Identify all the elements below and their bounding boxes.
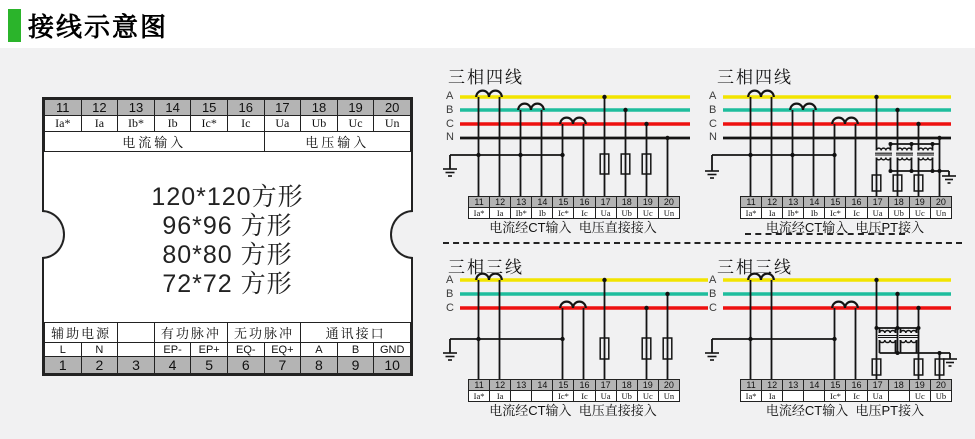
diagram-3p4w-pt [703, 59, 975, 237]
diagram-caption: 电流经CT输入 电压直接接入 [489, 403, 657, 418]
terminal-label: Uc [638, 391, 659, 401]
terminal-number: 16 [574, 380, 595, 390]
green-accent-bar [8, 9, 21, 42]
phase-label: A [446, 273, 454, 286]
phase-label: B [709, 104, 717, 117]
diagram-3p3w-pt [703, 249, 975, 421]
terminal-label: EP- [154, 343, 191, 357]
terminal-number: 20 [663, 380, 674, 390]
case-size-list [44, 183, 411, 299]
terminal-label: Ua [868, 208, 889, 218]
group-current-input: 电流输入 [45, 132, 265, 152]
diagram-title: 三相三线 [717, 258, 793, 277]
terminal-number: 13 [511, 197, 532, 207]
terminal-number: 11 [741, 197, 762, 207]
terminal-label: Un [935, 208, 947, 218]
diagram-title: 三相四线 [717, 68, 793, 87]
terminal-number: 14 [804, 197, 825, 207]
phase-label: A [709, 90, 717, 103]
terminal-label: Ic [574, 208, 595, 218]
terminal-label: Ia* [741, 391, 762, 401]
terminal-label: Ua [596, 208, 617, 218]
diagram-title: 三相四线 [448, 68, 524, 87]
terminal-number: 14 [532, 380, 553, 390]
terminal-number: 15 [191, 100, 228, 116]
terminal-number: 12 [81, 100, 118, 116]
terminal-number: 13 [783, 380, 804, 390]
phase-label: A [709, 273, 717, 286]
phase-label: N [709, 131, 717, 144]
phase-label: C [709, 117, 717, 130]
group-voltage-input: 电压输入 [264, 132, 410, 152]
terminal-number: 19 [910, 197, 931, 207]
terminal-number: 7 [264, 357, 301, 374]
terminal-number: 8 [301, 357, 338, 374]
terminal-label: Ia [490, 208, 511, 218]
ground-symbol [443, 169, 457, 176]
terminal-label: EP+ [191, 343, 228, 357]
terminal-number: 18 [617, 380, 638, 390]
terminal-number: 20 [935, 380, 946, 390]
terminal-label: Ub [301, 116, 338, 132]
diagram-3p3w-direct [440, 249, 712, 421]
terminal-number: 18 [617, 197, 638, 207]
terminal-label: Ua [596, 391, 617, 401]
group-blank [118, 323, 155, 343]
terminal-number: 5 [191, 357, 228, 374]
terminal-label: Ua [264, 116, 301, 132]
terminal-number: 13 [511, 380, 532, 390]
terminal-number: 16 [227, 100, 264, 116]
phase-label: B [709, 287, 717, 300]
terminal-label: Ic [846, 391, 867, 401]
wires [450, 97, 668, 196]
terminal-number: 14 [532, 197, 553, 207]
terminal-number: 19 [337, 100, 374, 116]
terminal-label: Ic [846, 208, 867, 218]
terminal-label: L [45, 343, 82, 357]
terminal-number: 17 [596, 380, 617, 390]
bottom-terminal-table [44, 322, 411, 374]
group-aux-power: 辅助电源 [45, 323, 118, 343]
terminal-number: 20 [663, 197, 674, 207]
terminal-label: Ia* [469, 391, 490, 401]
terminal-label: EQ+ [264, 343, 301, 357]
phase-lines [460, 97, 690, 138]
content-area [0, 48, 975, 439]
terminal-number: 2 [81, 357, 118, 374]
terminal-number: 18 [301, 100, 338, 116]
terminal-number: 16 [846, 197, 867, 207]
terminal-strip [468, 196, 680, 219]
terminal-label: Ic* [825, 208, 846, 218]
junction-dots [476, 95, 669, 157]
terminal-strip [740, 196, 952, 219]
terminal-number: 14 [154, 100, 191, 116]
terminal-label: Ib [804, 208, 825, 218]
terminal-label: Uc [638, 208, 659, 218]
terminal-label: Ic [227, 116, 264, 132]
phase-label: C [446, 117, 454, 130]
terminal-number: 17 [868, 197, 889, 207]
ground-symbol [443, 353, 457, 360]
terminal-number: 15 [825, 380, 846, 390]
terminal-label: Ia [762, 208, 783, 218]
terminal-number: 17 [596, 197, 617, 207]
terminal-label: Un [374, 116, 411, 132]
dashed-separator-short [745, 233, 905, 235]
diagram-title: 三相三线 [448, 258, 524, 277]
diagram-caption: 电流经CT输入 电压直接接入 [489, 220, 657, 235]
terminal-number: 16 [574, 197, 595, 207]
terminal-label: B [337, 343, 374, 357]
terminal-number: 19 [638, 197, 659, 207]
terminal-number: 12 [762, 380, 783, 390]
terminal-label: Uc [910, 208, 931, 218]
terminal-number: 13 [118, 100, 155, 116]
terminal-label: Ub [935, 391, 947, 401]
terminal-number: 15 [825, 197, 846, 207]
terminal-number: 11 [45, 100, 82, 116]
terminal-label: Ua [868, 391, 889, 401]
diagram-caption: 电流经CT输入 电压PT接入 [765, 220, 925, 235]
terminal-label: N [81, 343, 118, 357]
terminal-number: 15 [553, 380, 574, 390]
terminal-number: 12 [490, 380, 511, 390]
terminal-label: Un [663, 208, 675, 218]
terminal-label: Ib [154, 116, 191, 132]
phase-label: C [709, 301, 717, 314]
terminal-number: 19 [910, 380, 931, 390]
terminal-number: 3 [118, 357, 155, 374]
phase-lines [723, 280, 951, 308]
terminal-number: 12 [762, 197, 783, 207]
terminal-number: 11 [469, 380, 490, 390]
terminal-label: Ub [617, 391, 638, 401]
terminal-label: GND [374, 343, 411, 357]
phase-label: B [446, 104, 454, 117]
terminal-label: Ia [762, 391, 783, 401]
terminal-strip [740, 379, 952, 402]
terminal-label: Ub [617, 208, 638, 218]
terminal-label: Un [663, 391, 675, 401]
terminal-label: Ia [490, 391, 511, 401]
terminal-label: Ib* [783, 208, 804, 218]
terminal-label: Ib* [511, 208, 532, 218]
phase-label: A [446, 90, 454, 103]
terminal-number: 19 [638, 380, 659, 390]
case-size-line: 80*80 方形 [162, 241, 293, 269]
phase-label: C [446, 301, 454, 314]
terminal-label: Ic* [553, 208, 574, 218]
fuses [872, 359, 944, 375]
terminal-number: 15 [553, 197, 574, 207]
terminal-label: Ia* [469, 208, 490, 218]
fuses [600, 338, 672, 359]
pt-coils [875, 148, 934, 160]
phase-label: N [446, 131, 454, 144]
terminal-label: Ib* [118, 116, 155, 132]
phase-label: B [446, 287, 454, 300]
diagram-caption: 电流经CT输入 电压PT接入 [765, 403, 925, 418]
terminal-number: 20 [374, 100, 411, 116]
terminal-label: Ia [81, 116, 118, 132]
page-title: 接线示意图 [28, 12, 169, 42]
terminal-number: 11 [469, 197, 490, 207]
terminal-label: A [301, 343, 338, 357]
terminal-number: 11 [741, 380, 762, 390]
case-size-line: 120*120方形 [151, 183, 304, 211]
terminal-label: Ic* [553, 391, 574, 401]
terminal-number: 16 [846, 380, 867, 390]
group-reactive-pulse: 无功脉冲 [227, 323, 300, 343]
terminal-number: 13 [783, 197, 804, 207]
terminal-number: 9 [337, 357, 374, 374]
terminal-number: 18 [889, 380, 910, 390]
terminal-label: Ia* [741, 208, 762, 218]
dashed-separator [443, 242, 962, 244]
terminal-label: Uc [910, 391, 931, 401]
group-comm-port: 通讯接口 [301, 323, 411, 343]
terminal-label: EQ- [227, 343, 264, 357]
junction-dots [748, 278, 941, 355]
terminal-number: 20 [935, 197, 946, 207]
device-panel [42, 97, 413, 376]
terminal-label: Ic* [191, 116, 228, 132]
case-size-line: 96*96 方形 [162, 212, 293, 240]
terminal-number: 18 [889, 197, 910, 207]
terminal-number: 12 [490, 197, 511, 207]
junction-dots [748, 95, 941, 173]
terminal-label: Ic [574, 391, 595, 401]
terminal-number: 17 [264, 100, 301, 116]
terminal-number: 6 [227, 357, 264, 374]
terminal-label [118, 343, 155, 357]
top-terminal-table [44, 99, 411, 152]
terminal-number: 14 [804, 380, 825, 390]
terminal-number: 4 [154, 357, 191, 374]
terminal-label: Ia* [45, 116, 82, 132]
group-active-pulse: 有功脉冲 [154, 323, 227, 343]
terminal-strip [468, 379, 680, 402]
terminal-label: Ub [889, 208, 910, 218]
terminal-number: 1 [45, 357, 82, 374]
terminal-label: Ib [532, 208, 553, 218]
terminal-number: 17 [868, 380, 889, 390]
diagram-3p4w-direct [440, 59, 712, 237]
terminal-label: Uc [337, 116, 374, 132]
page-header [8, 7, 168, 44]
case-size-line: 72*72 方形 [162, 270, 293, 298]
terminal-label: Ic* [825, 391, 846, 401]
terminal-number: 10 [374, 357, 411, 374]
